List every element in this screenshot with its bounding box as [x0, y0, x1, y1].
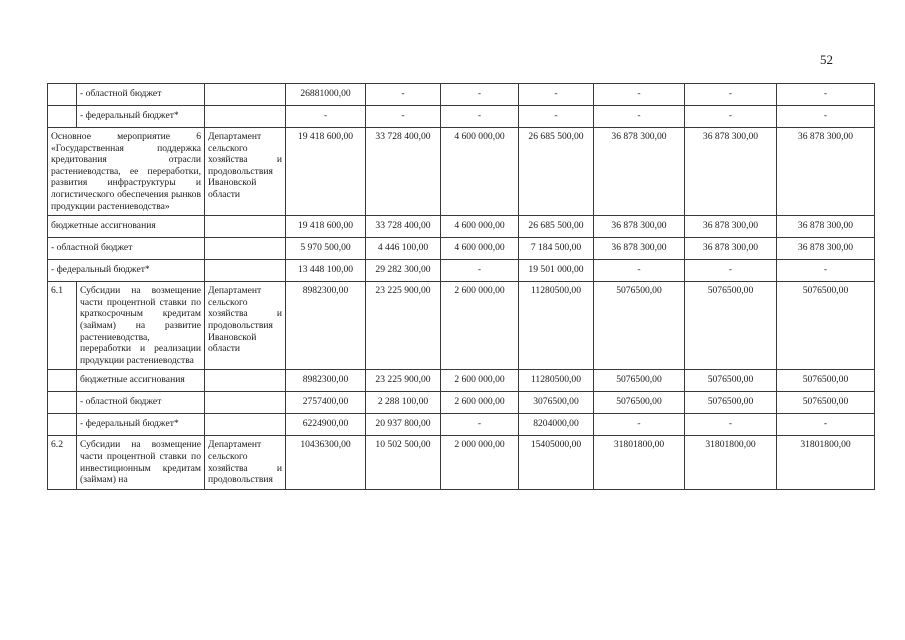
- table-row: [48, 106, 875, 128]
- row-label: бюджетные ассигнования: [48, 216, 205, 238]
- value-cell: 36 878 300,00: [685, 216, 777, 238]
- value-cell: 6224900,00: [286, 414, 366, 436]
- executor-cell: [205, 260, 286, 282]
- row-number-cell: [48, 106, 77, 128]
- value-cell: 26 685 500,00: [519, 216, 594, 238]
- value-cell: -: [441, 106, 519, 128]
- executor-cell: Департамент сельского хозяйства и продовольствия Ивановской области: [205, 282, 286, 370]
- row-number-cell: [48, 392, 77, 414]
- value-cell: -: [777, 84, 875, 106]
- value-cell: 5076500,00: [685, 282, 777, 370]
- table-row: [48, 216, 875, 238]
- executor-cell: [205, 370, 286, 392]
- value-cell: 36 878 300,00: [594, 216, 685, 238]
- row-label: - федеральный бюджет*: [77, 414, 205, 436]
- value-cell: 3076500,00: [519, 392, 594, 414]
- value-cell: -: [441, 84, 519, 106]
- value-cell: 13 448 100,00: [286, 260, 366, 282]
- value-cell: 2 600 000,00: [441, 282, 519, 370]
- table-row: [48, 392, 875, 414]
- value-cell: 36 878 300,00: [594, 128, 685, 216]
- executor-cell: [205, 106, 286, 128]
- value-cell: 2 288 100,00: [366, 392, 441, 414]
- table-row: [48, 84, 875, 106]
- value-cell: 20 937 800,00: [366, 414, 441, 436]
- table-row: [48, 282, 875, 370]
- value-cell: 26881000,00: [286, 84, 366, 106]
- value-cell: 11280500,00: [519, 370, 594, 392]
- row-label: - областной бюджет: [48, 238, 205, 260]
- value-cell: 10436300,00: [286, 436, 366, 489]
- value-cell: -: [777, 414, 875, 436]
- value-cell: -: [519, 84, 594, 106]
- table-row: [48, 128, 875, 216]
- row-label: - федеральный бюджет*: [48, 260, 205, 282]
- value-cell: -: [685, 414, 777, 436]
- value-cell: 23 225 900,00: [366, 370, 441, 392]
- value-cell: 8204000,00: [519, 414, 594, 436]
- value-cell: 4 600 000,00: [441, 128, 519, 216]
- value-cell: 36 878 300,00: [777, 128, 875, 216]
- value-cell: 5 970 500,00: [286, 238, 366, 260]
- page-number: 52: [820, 52, 833, 67]
- value-cell: -: [594, 260, 685, 282]
- row-label: бюджетные ассигнования: [77, 370, 205, 392]
- value-cell: -: [366, 106, 441, 128]
- value-cell: 19 418 600,00: [286, 128, 366, 216]
- value-cell: -: [441, 414, 519, 436]
- executor-cell: [205, 238, 286, 260]
- executor-cell: [205, 414, 286, 436]
- row-label: - федеральный бюджет*: [77, 106, 205, 128]
- executor-cell: [205, 84, 286, 106]
- table-row: [48, 238, 875, 260]
- measure-name: Субсидии на возмещение части процентной ставки по краткосрочным кредитам (займам) на развитие растениеводства, переработки и реализации продукции растениеводства: [77, 282, 205, 370]
- value-cell: 2 600 000,00: [441, 392, 519, 414]
- row-number-cell: [48, 370, 77, 392]
- value-cell: 5076500,00: [594, 392, 685, 414]
- value-cell: -: [594, 84, 685, 106]
- value-cell: 5076500,00: [594, 370, 685, 392]
- value-cell: 29 282 300,00: [366, 260, 441, 282]
- table-row: [48, 414, 875, 436]
- value-cell: 26 685 500,00: [519, 128, 594, 216]
- value-cell: 8982300,00: [286, 282, 366, 370]
- value-cell: -: [685, 106, 777, 128]
- value-cell: -: [286, 106, 366, 128]
- table-row: [48, 260, 875, 282]
- value-cell: 5076500,00: [777, 392, 875, 414]
- value-cell: 36 878 300,00: [777, 238, 875, 260]
- value-cell: 33 728 400,00: [366, 216, 441, 238]
- value-cell: -: [777, 106, 875, 128]
- measure-name: Субсидии на возмещение части процентной ставки по инвестиционным кредитам (займам) на: [77, 436, 205, 489]
- row-number-cell: [48, 414, 77, 436]
- value-cell: 7 184 500,00: [519, 238, 594, 260]
- value-cell: 31801800,00: [594, 436, 685, 489]
- measure-name: Основное мероприятие 6 «Государственная поддержка кредитования отрасли растениеводства, ее переработки, развития инфраструктуры и логистического обеспечения рынков продукции растениеводства»: [48, 128, 205, 216]
- executor-cell: Департамент сельского хозяйства и продовольствия: [205, 436, 286, 489]
- value-cell: 4 600 000,00: [441, 216, 519, 238]
- value-cell: 31801800,00: [685, 436, 777, 489]
- table-row: [48, 436, 875, 489]
- value-cell: -: [777, 260, 875, 282]
- value-cell: 11280500,00: [519, 282, 594, 370]
- row-label: - областной бюджет: [77, 84, 205, 106]
- row-number-cell: 6.2: [48, 436, 77, 489]
- value-cell: 5076500,00: [685, 370, 777, 392]
- value-cell: 33 728 400,00: [366, 128, 441, 216]
- value-cell: 36 878 300,00: [594, 238, 685, 260]
- value-cell: 2 000 000,00: [441, 436, 519, 489]
- value-cell: -: [685, 84, 777, 106]
- value-cell: 5076500,00: [777, 370, 875, 392]
- executor-cell: [205, 216, 286, 238]
- value-cell: 19 418 600,00: [286, 216, 366, 238]
- value-cell: 8982300,00: [286, 370, 366, 392]
- executor-cell: Департамент сельского хозяйства и продовольствия Ивановской области: [205, 128, 286, 216]
- value-cell: 2 600 000,00: [441, 370, 519, 392]
- value-cell: 2757400,00: [286, 392, 366, 414]
- budget-table: [47, 83, 875, 490]
- value-cell: 36 878 300,00: [685, 238, 777, 260]
- value-cell: -: [594, 414, 685, 436]
- table-row: [48, 370, 875, 392]
- row-number-cell: 6.1: [48, 282, 77, 370]
- value-cell: -: [441, 260, 519, 282]
- value-cell: 23 225 900,00: [366, 282, 441, 370]
- value-cell: -: [594, 106, 685, 128]
- value-cell: -: [519, 106, 594, 128]
- value-cell: 15405000,00: [519, 436, 594, 489]
- value-cell: -: [685, 260, 777, 282]
- value-cell: 4 446 100,00: [366, 238, 441, 260]
- value-cell: 10 502 500,00: [366, 436, 441, 489]
- row-label: - областной бюджет: [77, 392, 205, 414]
- value-cell: -: [366, 84, 441, 106]
- value-cell: 36 878 300,00: [777, 216, 875, 238]
- value-cell: 5076500,00: [777, 282, 875, 370]
- value-cell: 19 501 000,00: [519, 260, 594, 282]
- value-cell: 5076500,00: [594, 282, 685, 370]
- value-cell: 31801800,00: [777, 436, 875, 489]
- executor-cell: [205, 392, 286, 414]
- value-cell: 4 600 000,00: [441, 238, 519, 260]
- value-cell: 5076500,00: [685, 392, 777, 414]
- value-cell: 36 878 300,00: [685, 128, 777, 216]
- row-number-cell: [48, 84, 77, 106]
